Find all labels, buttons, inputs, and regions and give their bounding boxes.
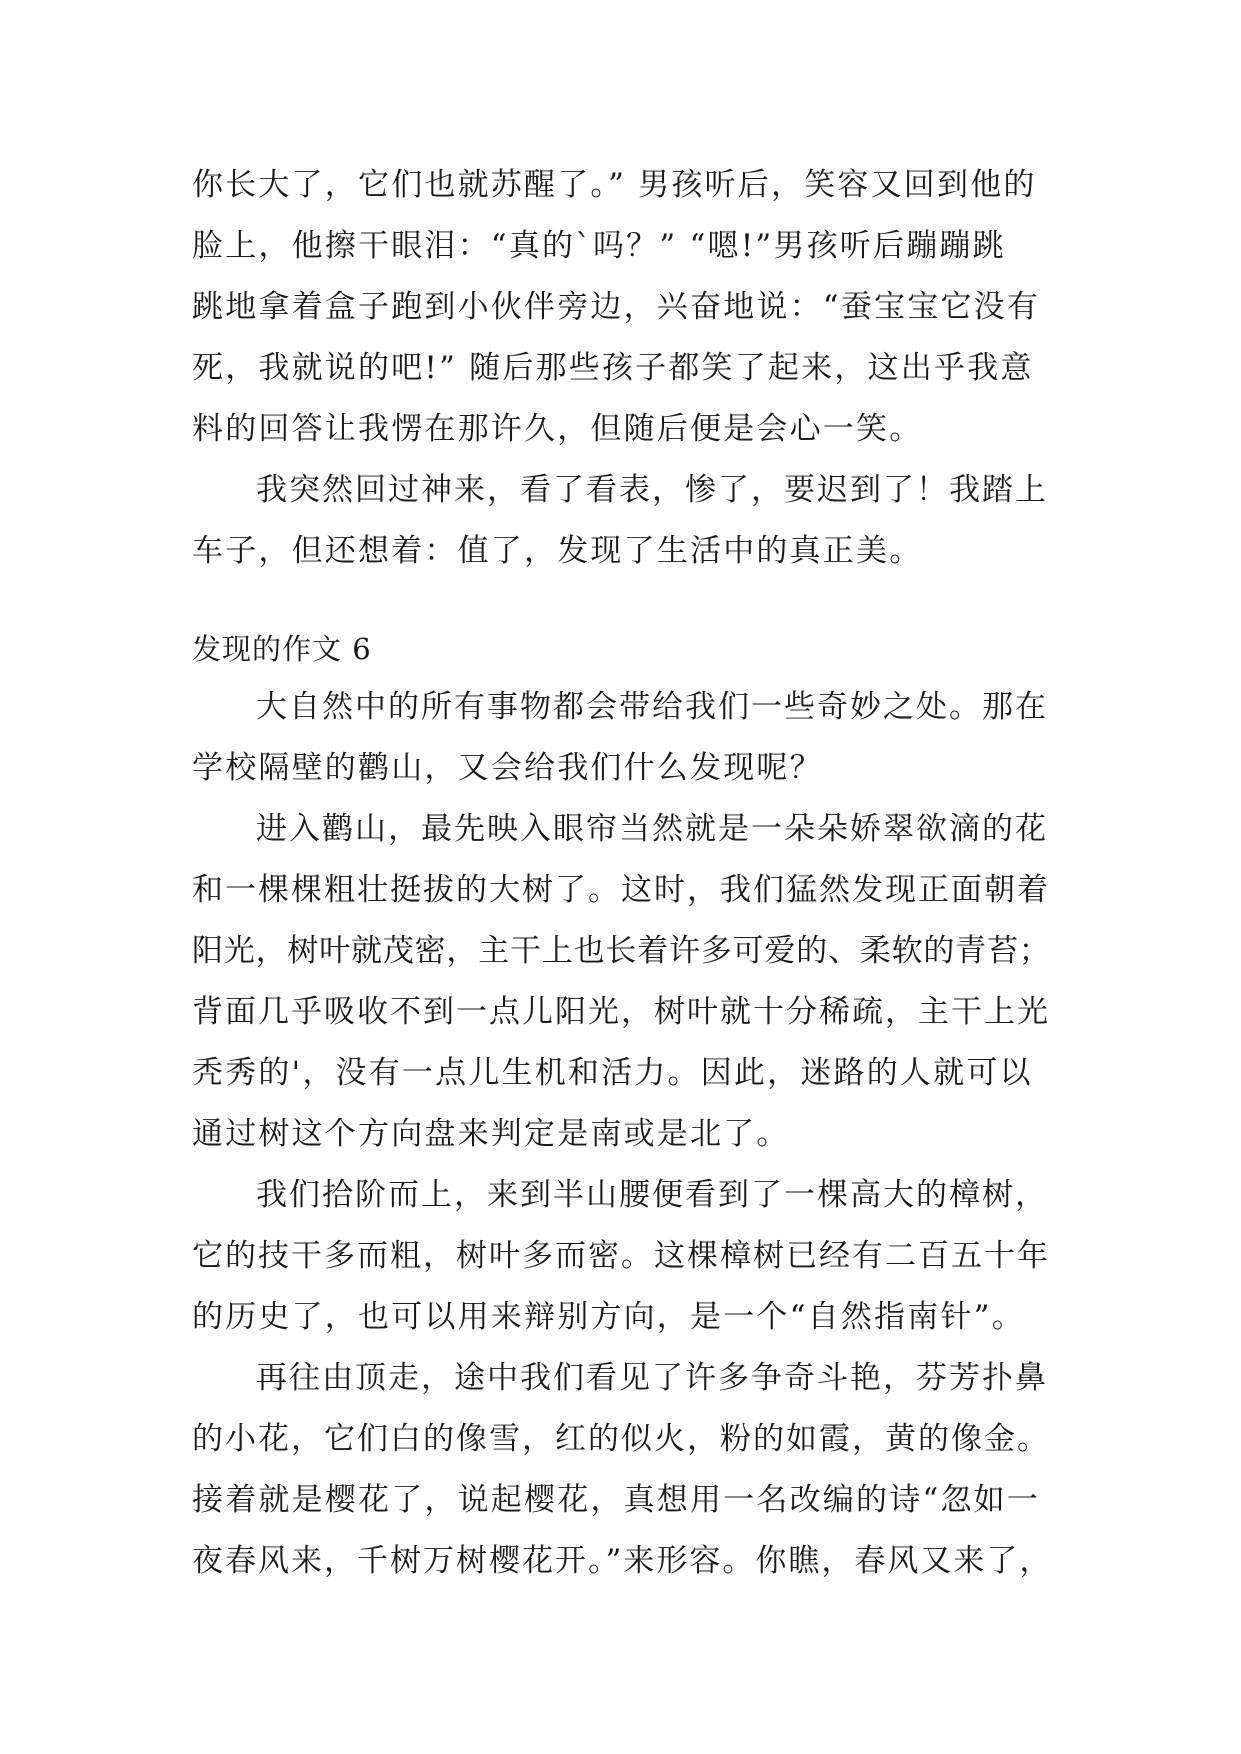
text-line: 夜春风来，千树万树樱花开。”来形容。你瞧，春风又来了， — [192, 1543, 1053, 1579]
text-line: 进入鹳山，最先映入眼帘当然就是一朵朵娇翠欲滴的花 — [256, 811, 1048, 847]
text-line: 我们拾阶而上，来到半山腰便看到了一棵高大的樟树， — [256, 1177, 1048, 1213]
text-line: 我突然回过神来，看了看表，惨了，要迟到了！我踏上 — [256, 472, 1048, 508]
text-line: 的历史了，也可以用来辩别方向，是一个“自然指南针”。 — [192, 1299, 1025, 1335]
text-line: 再往由顶走，途中我们看见了许多争奇斗艳，芬芳扑鼻 — [256, 1360, 1048, 1396]
text-line: 它的技干多而粗，树叶多而密。这棵樟树已经有二百五十年 — [192, 1238, 1050, 1274]
text-line: 通过树这个方向盘来判定是南或是北了。 — [192, 1116, 790, 1152]
text-line: 学校隔壁的鹳山，又会给我们什么发现呢？ — [192, 750, 823, 786]
section-heading: 发现的作文 6 — [192, 632, 372, 666]
text-line: 跳地拿着盒子跑到小伙伴旁边，兴奋地说：“蚕宝宝它没有 — [192, 289, 1041, 325]
text-line: 死，我就说的吧!” 随后那些孩子都笑了起来，这出乎我意 — [192, 350, 1034, 386]
text-line: 背面几乎吸收不到一点儿阳光，树叶就十分稀疏，主干上光 — [192, 994, 1050, 1030]
text-line: 大自然中的所有事物都会带给我们一些奇妙之处。那在 — [256, 689, 1048, 725]
text-line: 秃秀的'，没有一点儿生机和活力。因此，迷路的人就可以 — [192, 1055, 1033, 1091]
text-line: 你长大了，它们也就苏醒了。” 男孩听后，笑容又回到他的 — [192, 167, 1037, 203]
text-line: 和一棵棵粗壮挺拔的大树了。这时，我们猛然发现正面朝着 — [192, 872, 1050, 908]
text-line: 料的回答让我愣在那许久，但随后便是会心一笑。 — [192, 411, 923, 447]
text-line: 阳光，树叶就茂密，主干上也长着许多可爱的、柔软的青苔； — [192, 933, 1051, 969]
text-line: 脸上，他擦干眼泪：“真的`吗？” “嗯!”男孩听后蹦蹦跳 — [192, 228, 1006, 264]
text-line: 接着就是樱花了，说起樱花，真想用一名改编的诗“忽如一 — [192, 1482, 1041, 1518]
text-line: 车子，但还想着：值了，发现了生活中的真正美。 — [192, 533, 923, 569]
text-line: 的小花，它们白的像雪，红的似火，粉的如霞，黄的像金。 — [192, 1421, 1050, 1457]
